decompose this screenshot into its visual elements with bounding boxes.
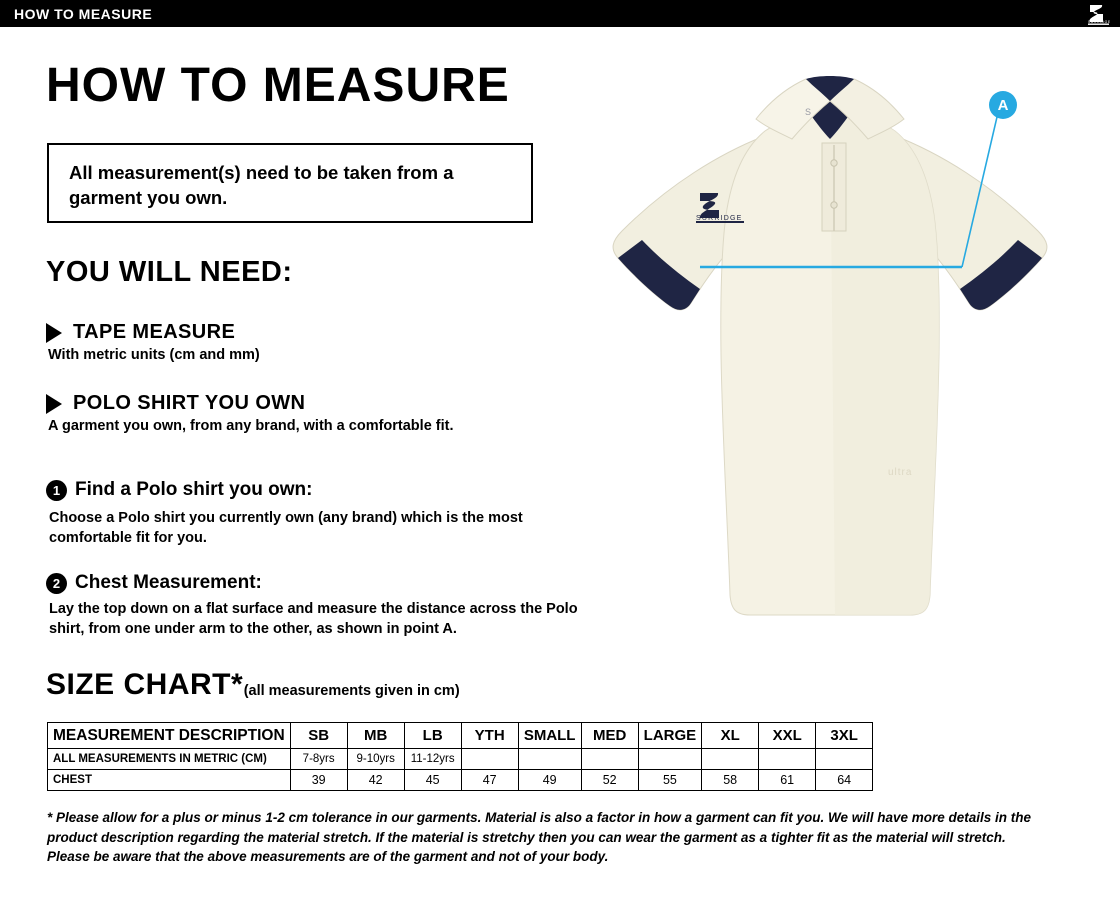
svg-text:S: S	[805, 107, 813, 117]
table-cell: 49	[518, 770, 581, 791]
table-cell	[638, 749, 702, 770]
size-chart-title: SIZE CHART	[46, 668, 231, 701]
top-bar	[0, 0, 1120, 27]
table-row	[48, 749, 873, 770]
need-item-tape-measure	[46, 321, 235, 344]
table-header-cell: SB	[290, 723, 347, 749]
you-will-need-heading: YOU WILL NEED:	[46, 256, 293, 288]
table-cell: 58	[702, 770, 759, 791]
step-title: Chest Measurement:	[75, 572, 262, 593]
need-item-sub: A garment you own, from any brand, with a comfortable fit.	[48, 418, 454, 434]
table-cell: 7-8yrs	[290, 749, 347, 770]
table-header-cell: MED	[581, 723, 638, 749]
step-2	[46, 572, 262, 594]
garment-illustration	[560, 35, 1100, 655]
need-item-label: TAPE MEASURE	[73, 321, 236, 343]
table-header-cell: YTH	[461, 723, 518, 749]
notice-box	[47, 143, 533, 223]
table-header-cell: SMALL	[518, 723, 581, 749]
table-header-cell: 3XL	[816, 723, 873, 749]
table-header-row	[48, 723, 873, 749]
svg-text:SURRIDGE: SURRIDGE	[1088, 19, 1111, 24]
size-chart-heading	[46, 668, 460, 702]
table-cell: 47	[461, 770, 518, 791]
need-item-label: POLO SHIRT YOU OWN	[73, 392, 306, 414]
table-header-cell: XXL	[759, 723, 816, 749]
footnote: * Please allow for a plus or minus 1-2 cm tolerance in our garments. Material is also a factor in how a garment can fit you. We will have more details in the product description regarding the material stretch. If the material is stretchy then you can wear the garment as a tighter fit as the material will stretch. Please be aware that the above measurements are of the garment and not of your body.	[47, 810, 1032, 865]
table-cell: 52	[581, 770, 638, 791]
table-cell: 39	[290, 770, 347, 791]
triangle-bullet-icon	[46, 394, 62, 414]
step-1	[46, 479, 313, 501]
need-item-sub: With metric units (cm and mm)	[48, 347, 260, 363]
table-header-cell: MEASUREMENT DESCRIPTION	[48, 723, 291, 749]
callout-badge-a: A	[989, 91, 1017, 119]
table-cell: 55	[638, 770, 702, 791]
table-header-cell: XL	[702, 723, 759, 749]
page-title: HOW TO MEASURE	[46, 59, 510, 112]
table-cell: 9-10yrs	[347, 749, 404, 770]
table-cell: 45	[404, 770, 461, 791]
table-cell: 42	[347, 770, 404, 791]
size-chart-note: (all measurements given in cm)	[243, 683, 460, 699]
table-row-label: ALL MEASUREMENTS IN METRIC (CM)	[48, 749, 291, 770]
svg-text:ultra: ultra	[888, 467, 913, 478]
triangle-bullet-icon	[46, 323, 62, 343]
table-cell	[518, 749, 581, 770]
notice-text: All measurement(s) need to be taken from a garment you own.	[69, 162, 454, 208]
size-chart-table	[47, 722, 873, 791]
polo-shirt-svg	[560, 35, 1100, 655]
size-chart-asterisk: *	[231, 668, 243, 701]
table-cell	[702, 749, 759, 770]
svg-text:SURRIDGE: SURRIDGE	[696, 215, 743, 222]
table-header-cell: LB	[404, 723, 461, 749]
table-cell	[581, 749, 638, 770]
top-bar-title: HOW TO MEASURE	[14, 6, 153, 22]
step-number-badge: 2	[46, 573, 67, 594]
table-cell: 64	[816, 770, 873, 791]
surridge-s-logo	[1052, 1, 1112, 26]
step-title: Find a Polo shirt you own:	[75, 479, 313, 500]
table-cell	[759, 749, 816, 770]
table-cell: 61	[759, 770, 816, 791]
table-header-cell: LARGE	[638, 723, 702, 749]
step-body: Choose a Polo shirt you currently own (any brand) which is the most comfortable fit for you.	[49, 510, 523, 546]
step-body: Lay the top down on a flat surface and measure the distance across the Polo shirt, from one under arm to the other, as shown in point A.	[49, 601, 578, 637]
need-item-polo-shirt	[46, 392, 305, 415]
table-cell	[461, 749, 518, 770]
table-header-cell: MB	[347, 723, 404, 749]
table-row	[48, 770, 873, 791]
table-cell	[816, 749, 873, 770]
table-row-label: CHEST	[48, 770, 291, 791]
step-number-badge: 1	[46, 480, 67, 501]
table-cell: 11-12yrs	[404, 749, 461, 770]
